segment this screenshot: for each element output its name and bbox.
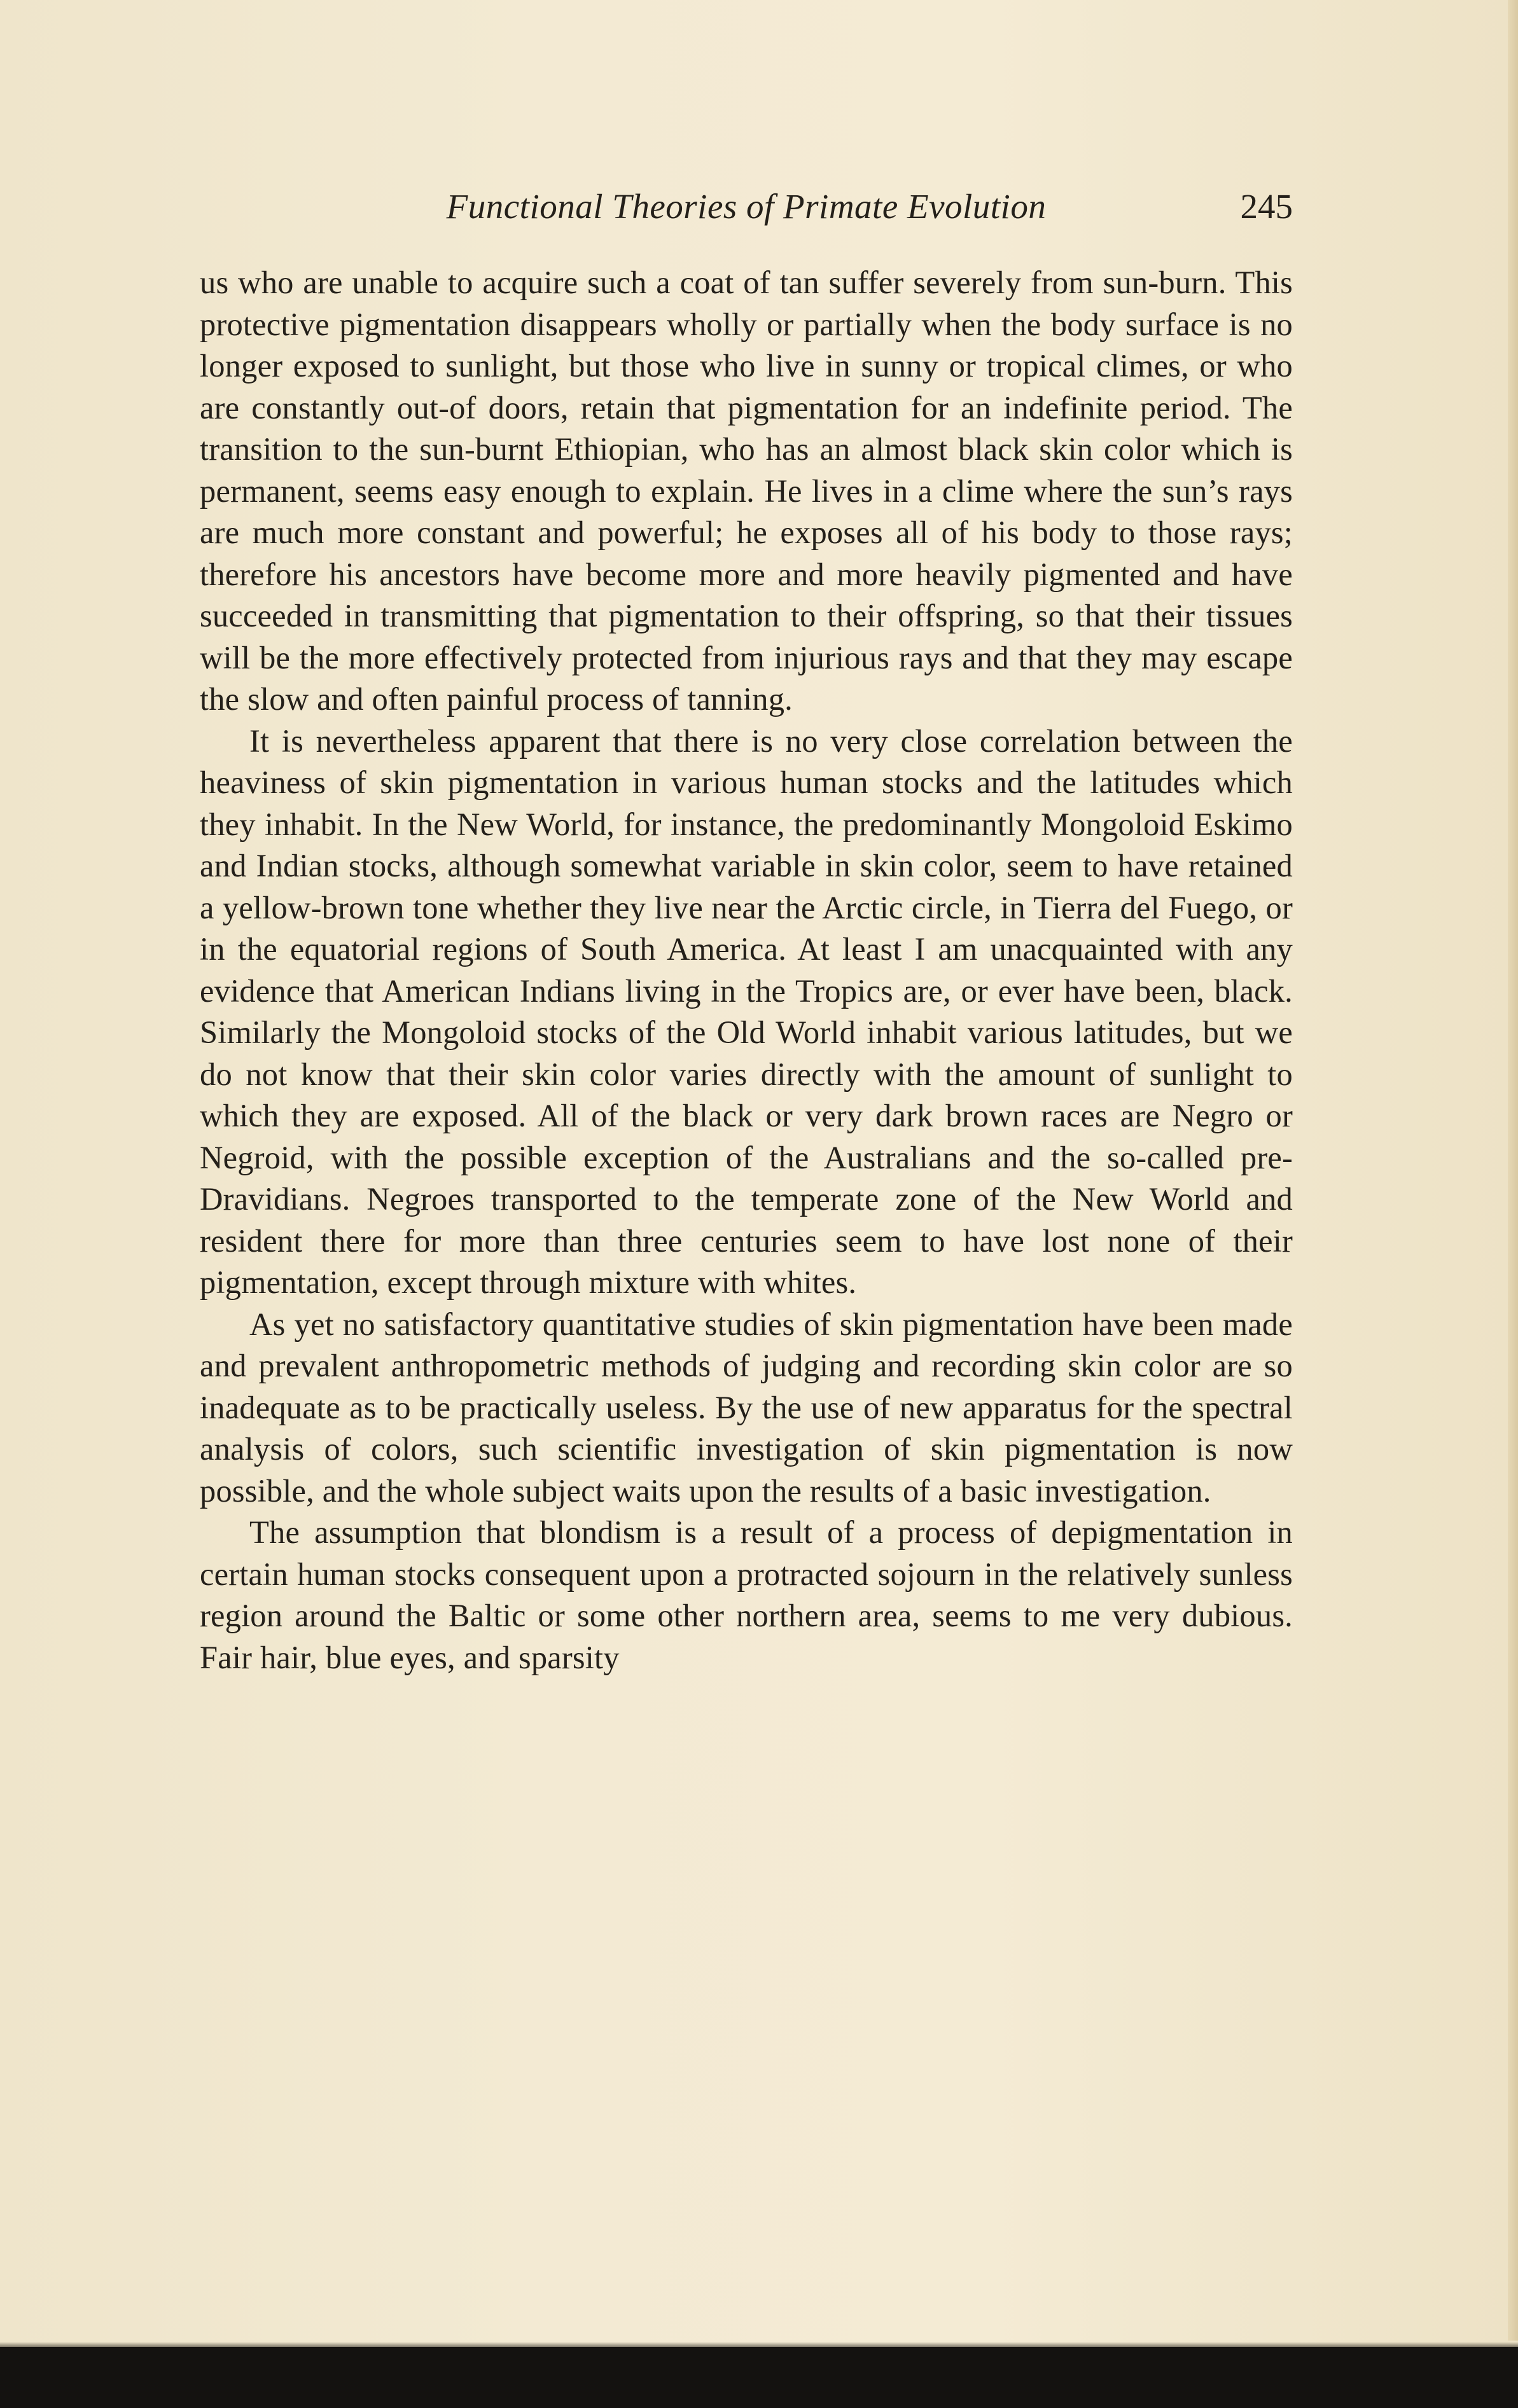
scan-bottom-border bbox=[0, 2347, 1518, 2408]
body-text bbox=[200, 262, 1293, 1678]
page-edge-shadow bbox=[1508, 0, 1518, 2341]
running-head-title: Functional Theories of Primate Evolution bbox=[446, 187, 1047, 226]
page-number: 245 bbox=[1240, 187, 1293, 226]
scan-shadow bbox=[0, 2342, 1518, 2347]
running-head bbox=[200, 184, 1293, 235]
paragraph-1: us who are unable to acquire such a coat of tan suffer severely from sun-burn. This protective pigmentation disappears wholly or partially when the body surface is no longer exposed to sunlight, but those who live in sunny or tropical climes, or who are constantly out-of doors, retain that pigmentation for an indefinite period. The transition to the sun-burnt Ethiopian, who has an almost black skin color which is permanent, seems easy enough to explain. He lives in a clime where the sun’s rays are much more constant and powerful; he exposes all of his body to those rays; therefore his ancestors have become more and more heavily pigmented and have succeeded in transmitting that pigmentation to their offspring, so that their tissues will be the more effectively protected from injurious rays and that they may escape the slow and often painful process of tanning. bbox=[200, 265, 1293, 717]
paragraph-4: The assumption that blondism is a result of a process of depigmentation in certain human stocks consequent upon a protracted sojourn in the relatively sunless region around the Baltic or some other northern area, seems to me very dubious. Fair hair, blue eyes, and sparsity bbox=[200, 1514, 1293, 1675]
paragraph-2: It is nevertheless apparent that there is no very close correlation between the heaviness of skin pigmentation in various human stocks and the latitudes which they inhabit. In the New World, for instance, the predominantly Mongoloid Eskimo and Indian stocks, although somewhat variable in skin color, seem to have retained a yellow-brown tone whether they live near the Arctic circle, in Tierra del Fuego, or in the equatorial regions of South America. At least I am unacquainted with any evidence that American Indians living in the Tropics are, or ever have been, black. Similarly the Mongoloid stocks of the Old World inhabit various latitudes, but we do not know that their skin color varies directly with the amount of sunlight to which they are exposed. All of the black or very dark brown races are Negro or Negroid, with the possible exception of the Australians and the so-called pre-Dravidians. Negroes transported to the temperate zone of the New World and resident there for more than three centuries seem to have lost none of their pigmentation, except through mixture with whites. bbox=[200, 723, 1293, 1300]
paragraph-3: As yet no satisfactory quantitative studies of skin pigmentation have been made and prevalent anthropometric methods of judging and recording skin color are so inadequate as to be practically useless. By the use of new apparatus for the spectral analysis of colors, such scientific investigation of skin pigmentation is now possible, and the whole subject waits upon the results of a basic investigation. bbox=[200, 1306, 1293, 1509]
